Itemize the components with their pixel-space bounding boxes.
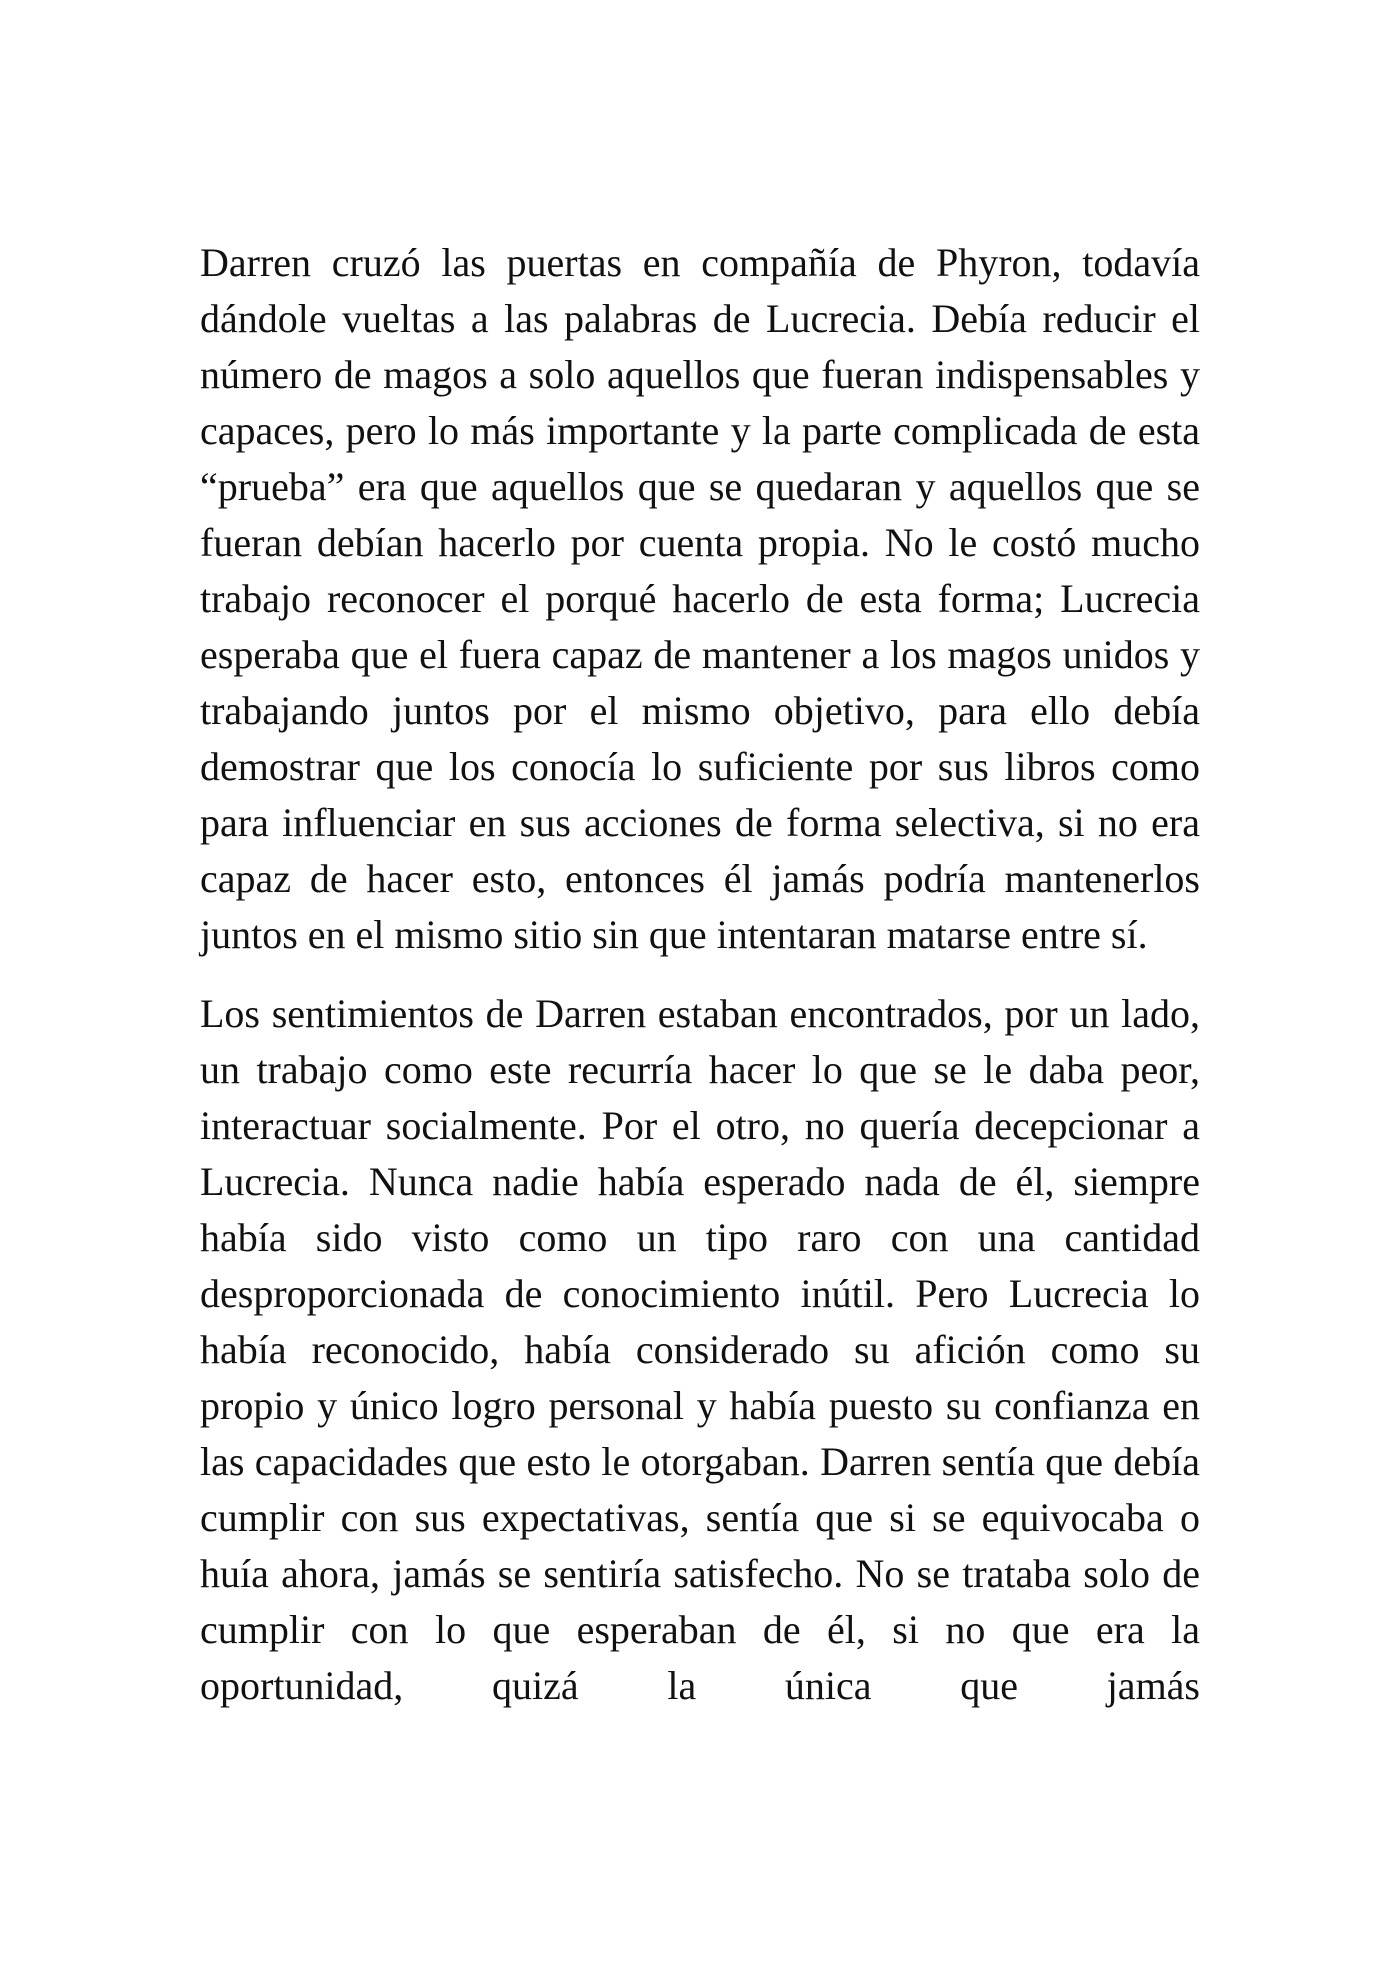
body-text <box>200 235 1200 1714</box>
paragraph-1: Darren cruzó las puertas en compañía de Phyron, todavía dándole vueltas a las palabras de Lucrecia. Debía reducir el número de magos a solo aquellos que fueran indispensables y capaces, pero lo más importante y la parte complicada de esta “prueba” era que aquellos que se quedaran y aquellos que se fueran debían hacerlo por cuenta propia. No le costó mucho trabajo reconocer el porqué hacerlo de esta forma; Lucrecia esperaba que el fuera capaz de mantener a los magos unidos y trabajando juntos por el mismo objetivo, para ello debía demostrar que los conocía lo suficiente por sus libros como para influenciar en sus acciones de forma selectiva, si no era capaz de hacer esto, entonces él jamás podría mantenerlos juntos en el mismo sitio sin que intentaran matarse entre sí. <box>200 240 1200 957</box>
paragraph-2: Los sentimientos de Darren estaban encontrados, por un lado, un trabajo como este recurría hacer lo que se le daba peor, interactuar socialmente. Por el otro, no quería decepcionar a Lucrecia. Nunca nadie había esperado nada de él, siempre había sido visto como un tipo raro con una cantidad desproporcionada de conocimiento inútil. Pero Lucrecia lo había reconocido, había considerado su afición como su propio y único logro personal y había puesto su confianza en las capacidades que esto le otorgaban. Darren sentía que debía cumplir con sus expectativas, sentía que si se equivocaba o huía ahora, jamás se sentiría satisfecho. No se trataba solo de cumplir con lo que esperaban de él, si no que era la oportunidad, quizá la única que jamás <box>200 991 1200 1708</box>
